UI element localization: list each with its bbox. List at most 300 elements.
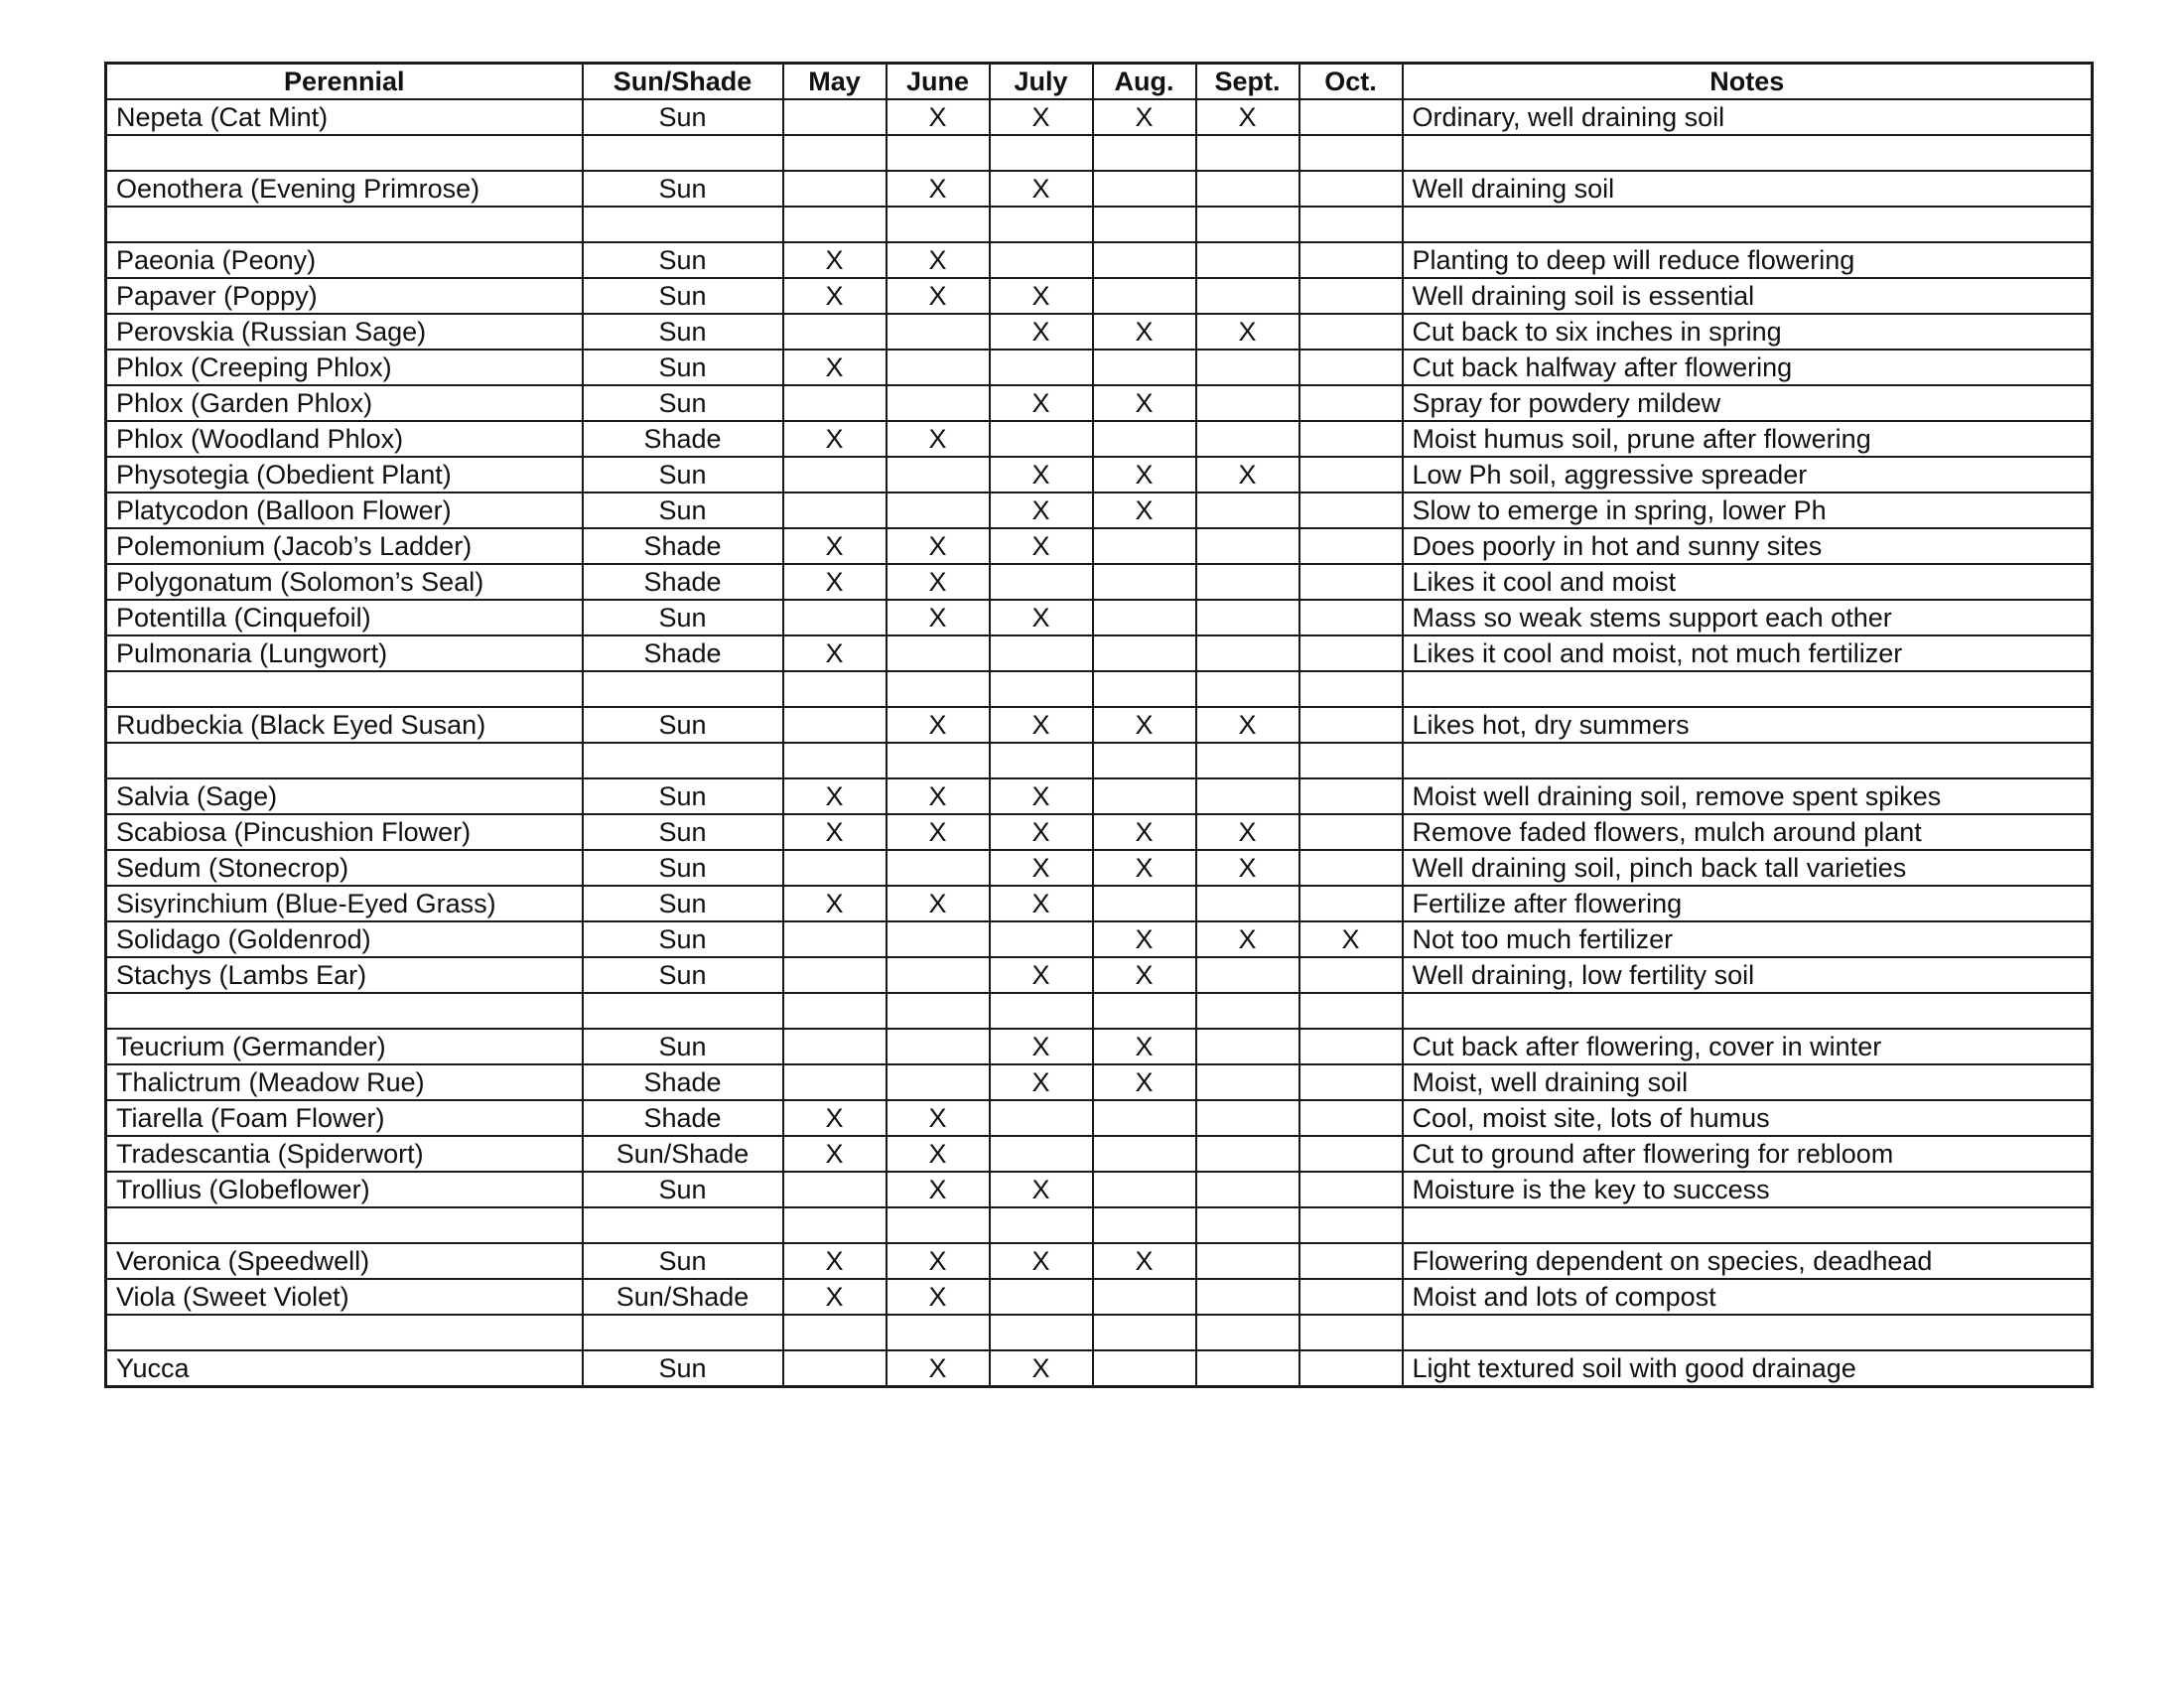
bloom-sept-cell: X (1196, 850, 1299, 886)
bloom-july-cell: X (990, 778, 1093, 814)
bloom-oct-cell (1299, 671, 1403, 707)
bloom-may-cell (783, 993, 887, 1029)
table-row (106, 600, 2093, 635)
table-row (106, 993, 2093, 1029)
plant-name-cell (106, 743, 583, 778)
bloom-aug-cell (1093, 743, 1196, 778)
notes-cell (1403, 743, 2093, 778)
bloom-oct-cell (1299, 350, 1403, 385)
bloom-aug-cell (1093, 207, 1196, 242)
bloom-may-cell: X (783, 814, 887, 850)
table-body (106, 99, 2093, 1387)
bloom-oct-cell (1299, 886, 1403, 921)
notes-cell: Well draining soil is essential (1403, 278, 2093, 314)
bloom-oct-cell (1299, 421, 1403, 457)
sun-shade-cell: Shade (583, 1064, 783, 1100)
bloom-july-cell: X (990, 600, 1093, 635)
bloom-aug-cell: X (1093, 921, 1196, 957)
plant-name-cell: Oenothera (Evening Primrose) (106, 171, 583, 207)
bloom-oct-cell (1299, 743, 1403, 778)
bloom-may-cell (783, 1350, 887, 1387)
notes-cell: Spray for powdery mildew (1403, 385, 2093, 421)
bloom-may-cell (783, 707, 887, 743)
table-row (106, 135, 2093, 171)
bloom-sept-cell: X (1196, 457, 1299, 492)
bloom-aug-cell (1093, 778, 1196, 814)
notes-cell: Moisture is the key to success (1403, 1172, 2093, 1207)
bloom-july-cell (990, 135, 1093, 171)
plant-name-cell: Veronica (Speedwell) (106, 1243, 583, 1279)
bloom-oct-cell (1299, 707, 1403, 743)
sun-shade-cell: Shade (583, 528, 783, 564)
header-notes: Notes (1403, 64, 2093, 100)
table-row (106, 421, 2093, 457)
bloom-june-cell: X (887, 778, 990, 814)
bloom-sept-cell (1196, 671, 1299, 707)
table-row (106, 314, 2093, 350)
header-perennial: Perennial (106, 64, 583, 100)
bloom-aug-cell (1093, 278, 1196, 314)
bloom-oct-cell (1299, 1064, 1403, 1100)
bloom-june-cell: X (887, 99, 990, 135)
bloom-oct-cell (1299, 635, 1403, 671)
bloom-may-cell (783, 457, 887, 492)
bloom-aug-cell: X (1093, 1064, 1196, 1100)
bloom-july-cell: X (990, 385, 1093, 421)
bloom-aug-cell: X (1093, 99, 1196, 135)
sun-shade-cell: Shade (583, 421, 783, 457)
bloom-june-cell: X (887, 1243, 990, 1279)
table-row (106, 921, 2093, 957)
bloom-july-cell (990, 671, 1093, 707)
sun-shade-cell: Sun (583, 957, 783, 993)
bloom-may-cell (783, 921, 887, 957)
bloom-july-cell (990, 993, 1093, 1029)
bloom-may-cell (783, 135, 887, 171)
plant-name-cell: Polygonatum (Solomon’s Seal) (106, 564, 583, 600)
bloom-july-cell (990, 635, 1093, 671)
plant-name-cell: Polemonium (Jacob’s Ladder) (106, 528, 583, 564)
sun-shade-cell (583, 1315, 783, 1350)
notes-cell: Low Ph soil, aggressive spreader (1403, 457, 2093, 492)
sun-shade-cell: Shade (583, 1100, 783, 1136)
bloom-june-cell (887, 921, 990, 957)
notes-cell: Fertilize after flowering (1403, 886, 2093, 921)
bloom-july-cell: X (990, 171, 1093, 207)
sun-shade-cell: Sun/Shade (583, 1136, 783, 1172)
table-row (106, 957, 2093, 993)
bloom-may-cell: X (783, 278, 887, 314)
bloom-sept-cell (1196, 421, 1299, 457)
bloom-july-cell (990, 1136, 1093, 1172)
bloom-aug-cell (1093, 1172, 1196, 1207)
bloom-aug-cell: X (1093, 314, 1196, 350)
bloom-sept-cell (1196, 600, 1299, 635)
bloom-may-cell: X (783, 242, 887, 278)
bloom-oct-cell (1299, 1136, 1403, 1172)
bloom-oct-cell (1299, 278, 1403, 314)
bloom-june-cell (887, 1207, 990, 1243)
plant-name-cell (106, 993, 583, 1029)
bloom-oct-cell (1299, 171, 1403, 207)
table-row (106, 1029, 2093, 1064)
bloom-june-cell: X (887, 1172, 990, 1207)
bloom-sept-cell (1196, 242, 1299, 278)
bloom-may-cell (783, 207, 887, 242)
sun-shade-cell: Sun (583, 99, 783, 135)
bloom-oct-cell (1299, 528, 1403, 564)
bloom-oct-cell (1299, 957, 1403, 993)
notes-cell: Planting to deep will reduce flowering (1403, 242, 2093, 278)
sun-shade-cell: Shade (583, 635, 783, 671)
bloom-june-cell (887, 135, 990, 171)
bloom-may-cell: X (783, 1136, 887, 1172)
sun-shade-cell (583, 743, 783, 778)
plant-name-cell: Teucrium (Germander) (106, 1029, 583, 1064)
header-june: June (887, 64, 990, 100)
notes-cell: Ordinary, well draining soil (1403, 99, 2093, 135)
sun-shade-cell: Sun (583, 457, 783, 492)
bloom-july-cell (990, 350, 1093, 385)
bloom-may-cell (783, 314, 887, 350)
plant-name-cell (106, 671, 583, 707)
bloom-aug-cell (1093, 671, 1196, 707)
bloom-july-cell (990, 1100, 1093, 1136)
bloom-oct-cell (1299, 564, 1403, 600)
bloom-aug-cell: X (1093, 1029, 1196, 1064)
sun-shade-cell: Sun (583, 814, 783, 850)
bloom-june-cell: X (887, 171, 990, 207)
header-sun-shade: Sun/Shade (583, 64, 783, 100)
plant-name-cell (106, 1207, 583, 1243)
bloom-may-cell (783, 743, 887, 778)
bloom-may-cell (783, 1029, 887, 1064)
bloom-aug-cell (1093, 886, 1196, 921)
bloom-sept-cell: X (1196, 99, 1299, 135)
bloom-may-cell (783, 492, 887, 528)
bloom-may-cell: X (783, 635, 887, 671)
bloom-oct-cell (1299, 314, 1403, 350)
sun-shade-cell: Sun (583, 350, 783, 385)
bloom-sept-cell (1196, 1243, 1299, 1279)
sun-shade-cell: Sun (583, 778, 783, 814)
sun-shade-cell: Sun (583, 171, 783, 207)
bloom-sept-cell (1196, 993, 1299, 1029)
bloom-oct-cell (1299, 1350, 1403, 1387)
bloom-june-cell (887, 850, 990, 886)
bloom-sept-cell (1196, 564, 1299, 600)
bloom-oct-cell (1299, 207, 1403, 242)
plant-name-cell: Pulmonaria (Lungwort) (106, 635, 583, 671)
bloom-may-cell (783, 171, 887, 207)
plant-name-cell (106, 207, 583, 242)
header-oct: Oct. (1299, 64, 1403, 100)
bloom-may-cell: X (783, 1279, 887, 1315)
bloom-june-cell: X (887, 528, 990, 564)
bloom-may-cell (783, 385, 887, 421)
bloom-sept-cell (1196, 1207, 1299, 1243)
bloom-may-cell: X (783, 421, 887, 457)
bloom-sept-cell (1196, 135, 1299, 171)
notes-cell: Likes hot, dry summers (1403, 707, 2093, 743)
bloom-sept-cell (1196, 492, 1299, 528)
bloom-june-cell (887, 671, 990, 707)
bloom-june-cell (887, 207, 990, 242)
bloom-june-cell (887, 1315, 990, 1350)
bloom-july-cell (990, 921, 1093, 957)
table-row (106, 886, 2093, 921)
bloom-aug-cell (1093, 564, 1196, 600)
plant-name-cell: Physotegia (Obedient Plant) (106, 457, 583, 492)
plant-name-cell: Phlox (Woodland Phlox) (106, 421, 583, 457)
bloom-aug-cell (1093, 993, 1196, 1029)
bloom-oct-cell (1299, 242, 1403, 278)
sun-shade-cell: Sun (583, 278, 783, 314)
bloom-sept-cell (1196, 957, 1299, 993)
bloom-oct-cell (1299, 1207, 1403, 1243)
bloom-july-cell: X (990, 1064, 1093, 1100)
bloom-sept-cell (1196, 886, 1299, 921)
bloom-sept-cell (1196, 385, 1299, 421)
bloom-july-cell: X (990, 707, 1093, 743)
notes-cell: Cut to ground after flowering for rebloom (1403, 1136, 2093, 1172)
notes-cell (1403, 1315, 2093, 1350)
bloom-aug-cell (1093, 1207, 1196, 1243)
bloom-oct-cell (1299, 600, 1403, 635)
bloom-june-cell (887, 993, 990, 1029)
bloom-may-cell (783, 850, 887, 886)
table-row (106, 707, 2093, 743)
bloom-aug-cell (1093, 171, 1196, 207)
bloom-june-cell: X (887, 1279, 990, 1315)
bloom-june-cell (887, 635, 990, 671)
bloom-oct-cell (1299, 1172, 1403, 1207)
bloom-aug-cell (1093, 635, 1196, 671)
bloom-sept-cell (1196, 207, 1299, 242)
table-row (106, 564, 2093, 600)
bloom-sept-cell (1196, 743, 1299, 778)
sun-shade-cell: Sun (583, 492, 783, 528)
notes-cell: Light textured soil with good drainage (1403, 1350, 2093, 1387)
notes-cell (1403, 671, 2093, 707)
plant-name-cell: Scabiosa (Pincushion Flower) (106, 814, 583, 850)
table-row (106, 242, 2093, 278)
notes-cell: Well draining, low fertility soil (1403, 957, 2093, 993)
bloom-sept-cell (1196, 1064, 1299, 1100)
bloom-oct-cell (1299, 1029, 1403, 1064)
bloom-june-cell: X (887, 278, 990, 314)
notes-cell: Likes it cool and moist (1403, 564, 2093, 600)
bloom-june-cell (887, 385, 990, 421)
bloom-july-cell: X (990, 886, 1093, 921)
bloom-oct-cell (1299, 492, 1403, 528)
bloom-july-cell: X (990, 1172, 1093, 1207)
bloom-aug-cell: X (1093, 492, 1196, 528)
bloom-aug-cell (1093, 242, 1196, 278)
notes-cell: Remove faded flowers, mulch around plant (1403, 814, 2093, 850)
bloom-may-cell (783, 600, 887, 635)
sun-shade-cell: Sun (583, 1350, 783, 1387)
bloom-sept-cell (1196, 1172, 1299, 1207)
bloom-may-cell (783, 957, 887, 993)
table-row (106, 1172, 2093, 1207)
sun-shade-cell: Sun (583, 242, 783, 278)
bloom-june-cell (887, 1029, 990, 1064)
notes-cell: Cut back after flowering, cover in winter (1403, 1029, 2093, 1064)
bloom-june-cell: X (887, 886, 990, 921)
notes-cell (1403, 135, 2093, 171)
notes-cell: Slow to emerge in spring, lower Ph (1403, 492, 2093, 528)
bloom-june-cell (887, 743, 990, 778)
table-row (106, 1315, 2093, 1350)
table-row (106, 1100, 2093, 1136)
bloom-may-cell: X (783, 350, 887, 385)
plant-name-cell: Sedum (Stonecrop) (106, 850, 583, 886)
bloom-july-cell: X (990, 957, 1093, 993)
bloom-sept-cell: X (1196, 314, 1299, 350)
bloom-sept-cell (1196, 350, 1299, 385)
sun-shade-cell: Sun (583, 385, 783, 421)
plant-name-cell: Trollius (Globeflower) (106, 1172, 583, 1207)
bloom-may-cell (783, 671, 887, 707)
bloom-may-cell (783, 99, 887, 135)
sun-shade-cell: Sun (583, 707, 783, 743)
notes-cell: Well draining soil (1403, 171, 2093, 207)
table-row (106, 278, 2093, 314)
bloom-sept-cell (1196, 778, 1299, 814)
table-row (106, 171, 2093, 207)
bloom-aug-cell: X (1093, 457, 1196, 492)
plant-name-cell: Potentilla (Cinquefoil) (106, 600, 583, 635)
header-sept: Sept. (1196, 64, 1299, 100)
bloom-july-cell: X (990, 278, 1093, 314)
bloom-aug-cell: X (1093, 707, 1196, 743)
bloom-june-cell: X (887, 707, 990, 743)
notes-cell (1403, 993, 2093, 1029)
plant-name-cell: Paeonia (Peony) (106, 242, 583, 278)
table-row (106, 457, 2093, 492)
bloom-may-cell (783, 1315, 887, 1350)
plant-name-cell: Perovskia (Russian Sage) (106, 314, 583, 350)
bloom-aug-cell (1093, 1315, 1196, 1350)
bloom-june-cell: X (887, 1100, 990, 1136)
table-row (106, 492, 2093, 528)
table-row (106, 528, 2093, 564)
bloom-june-cell: X (887, 421, 990, 457)
bloom-oct-cell (1299, 850, 1403, 886)
bloom-sept-cell (1196, 1315, 1299, 1350)
bloom-aug-cell: X (1093, 1243, 1196, 1279)
bloom-july-cell: X (990, 814, 1093, 850)
bloom-july-cell: X (990, 1243, 1093, 1279)
plant-name-cell: Sisyrinchium (Blue-Eyed Grass) (106, 886, 583, 921)
header-aug: Aug. (1093, 64, 1196, 100)
plant-name-cell (106, 1315, 583, 1350)
table-row (106, 1136, 2093, 1172)
perennial-table (104, 62, 2094, 1388)
plant-name-cell: Rudbeckia (Black Eyed Susan) (106, 707, 583, 743)
notes-cell: Cut back halfway after flowering (1403, 350, 2093, 385)
bloom-july-cell (990, 1279, 1093, 1315)
plant-name-cell: Phlox (Creeping Phlox) (106, 350, 583, 385)
table-row (106, 1279, 2093, 1315)
bloom-oct-cell (1299, 778, 1403, 814)
plant-name-cell: Nepeta (Cat Mint) (106, 99, 583, 135)
notes-cell: Does poorly in hot and sunny sites (1403, 528, 2093, 564)
bloom-july-cell (990, 564, 1093, 600)
bloom-june-cell: X (887, 1136, 990, 1172)
bloom-july-cell (990, 242, 1093, 278)
bloom-july-cell: X (990, 492, 1093, 528)
bloom-oct-cell (1299, 1243, 1403, 1279)
bloom-july-cell: X (990, 850, 1093, 886)
table-row (106, 350, 2093, 385)
bloom-aug-cell (1093, 600, 1196, 635)
bloom-aug-cell (1093, 1279, 1196, 1315)
sun-shade-cell: Sun (583, 314, 783, 350)
table-row (106, 850, 2093, 886)
bloom-sept-cell: X (1196, 921, 1299, 957)
bloom-july-cell (990, 207, 1093, 242)
plant-name-cell: Thalictrum (Meadow Rue) (106, 1064, 583, 1100)
table-row (106, 1350, 2093, 1387)
bloom-july-cell: X (990, 1029, 1093, 1064)
header-july: July (990, 64, 1093, 100)
sun-shade-cell: Sun (583, 921, 783, 957)
bloom-aug-cell (1093, 1136, 1196, 1172)
bloom-july-cell: X (990, 528, 1093, 564)
bloom-sept-cell (1196, 1279, 1299, 1315)
bloom-aug-cell: X (1093, 850, 1196, 886)
bloom-sept-cell (1196, 1136, 1299, 1172)
sun-shade-cell: Sun (583, 886, 783, 921)
sun-shade-cell: Shade (583, 564, 783, 600)
table-row (106, 1207, 2093, 1243)
bloom-june-cell (887, 1064, 990, 1100)
bloom-june-cell: X (887, 814, 990, 850)
table-row (106, 99, 2093, 135)
sun-shade-cell: Sun/Shade (583, 1279, 783, 1315)
bloom-june-cell: X (887, 600, 990, 635)
bloom-july-cell (990, 743, 1093, 778)
notes-cell (1403, 207, 2093, 242)
bloom-july-cell: X (990, 99, 1093, 135)
bloom-aug-cell: X (1093, 385, 1196, 421)
notes-cell: Mass so weak stems support each other (1403, 600, 2093, 635)
bloom-sept-cell (1196, 1029, 1299, 1064)
bloom-may-cell: X (783, 1243, 887, 1279)
sun-shade-cell: Sun (583, 1172, 783, 1207)
table-row (106, 1064, 2093, 1100)
bloom-june-cell (887, 314, 990, 350)
plant-name-cell: Platycodon (Balloon Flower) (106, 492, 583, 528)
notes-cell: Cut back to six inches in spring (1403, 314, 2093, 350)
sun-shade-cell (583, 207, 783, 242)
notes-cell: Moist and lots of compost (1403, 1279, 2093, 1315)
plant-name-cell: Yucca (106, 1350, 583, 1387)
table-row (106, 814, 2093, 850)
notes-cell: Moist well draining soil, remove spent spikes (1403, 778, 2093, 814)
plant-name-cell: Viola (Sweet Violet) (106, 1279, 583, 1315)
notes-cell: Cool, moist site, lots of humus (1403, 1100, 2093, 1136)
bloom-may-cell: X (783, 564, 887, 600)
bloom-june-cell: X (887, 1350, 990, 1387)
plant-name-cell: Papaver (Poppy) (106, 278, 583, 314)
notes-cell: Flowering dependent on species, deadhead (1403, 1243, 2093, 1279)
bloom-oct-cell: X (1299, 921, 1403, 957)
bloom-oct-cell (1299, 385, 1403, 421)
table-row (106, 207, 2093, 242)
